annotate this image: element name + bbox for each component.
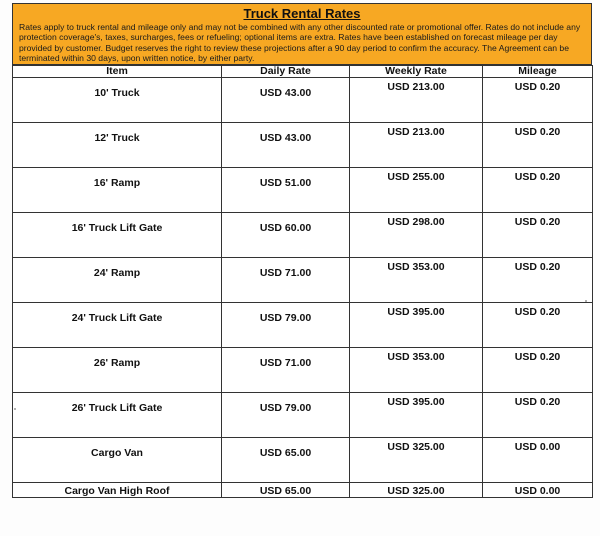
cell-item: 16' Ramp xyxy=(13,168,222,213)
table-row xyxy=(13,123,593,168)
cell-mileage: USD 0.20 xyxy=(483,393,593,438)
cell-daily-rate: USD 79.00 xyxy=(222,303,350,348)
table-row xyxy=(13,78,593,123)
cell-daily-rate: USD 43.00 xyxy=(222,78,350,123)
cell-item: 24' Truck Lift Gate xyxy=(13,303,222,348)
table-row xyxy=(13,213,593,258)
cell-mileage: USD 0.20 xyxy=(483,258,593,303)
cell-weekly-rate: USD 395.00 xyxy=(350,303,483,348)
cell-mileage: USD 0.20 xyxy=(483,213,593,258)
cell-daily-rate: USD 65.00 xyxy=(222,438,350,483)
header-item: Item xyxy=(13,66,222,78)
cell-weekly-rate: USD 353.00 xyxy=(350,348,483,393)
cell-item: 26' Ramp xyxy=(13,348,222,393)
table-row xyxy=(13,393,593,438)
rates-table xyxy=(12,65,593,498)
cell-daily-rate: USD 71.00 xyxy=(222,258,350,303)
cell-daily-rate: USD 60.00 xyxy=(222,213,350,258)
rates-notice-banner xyxy=(12,3,592,65)
cell-weekly-rate: USD 353.00 xyxy=(350,258,483,303)
cell-daily-rate: USD 65.00 xyxy=(222,483,350,498)
cell-mileage: USD 0.20 xyxy=(483,348,593,393)
cell-item: Cargo Van xyxy=(13,438,222,483)
table-row xyxy=(13,168,593,213)
cell-item: 16' Truck Lift Gate xyxy=(13,213,222,258)
cell-daily-rate: USD 71.00 xyxy=(222,348,350,393)
cell-mileage: USD 0.20 xyxy=(483,168,593,213)
cell-weekly-rate: USD 255.00 xyxy=(350,168,483,213)
cell-mileage: USD 0.00 xyxy=(483,438,593,483)
header-weekly-rate: Weekly Rate xyxy=(350,66,483,78)
cell-mileage: USD 0.20 xyxy=(483,78,593,123)
cell-item: 24' Ramp xyxy=(13,258,222,303)
scan-speck xyxy=(14,408,16,410)
cell-weekly-rate: USD 325.00 xyxy=(350,438,483,483)
table-row xyxy=(13,348,593,393)
cell-item: 12' Truck xyxy=(13,123,222,168)
cell-daily-rate: USD 43.00 xyxy=(222,123,350,168)
page-title: Truck Rental Rates xyxy=(243,6,361,21)
cell-daily-rate: USD 51.00 xyxy=(222,168,350,213)
cell-weekly-rate: USD 395.00 xyxy=(350,393,483,438)
cell-item: 10' Truck xyxy=(13,78,222,123)
table-row xyxy=(13,258,593,303)
table-header-row xyxy=(13,66,593,78)
cell-mileage: USD 0.20 xyxy=(483,123,593,168)
cell-weekly-rate: USD 325.00 xyxy=(350,483,483,498)
cell-mileage: USD 0.20 xyxy=(483,303,593,348)
table-row xyxy=(13,303,593,348)
cell-weekly-rate: USD 213.00 xyxy=(350,123,483,168)
table-row xyxy=(13,483,593,498)
cell-item: Cargo Van High Roof xyxy=(13,483,222,498)
header-daily-rate: Daily Rate xyxy=(222,66,350,78)
cell-weekly-rate: USD 213.00 xyxy=(350,78,483,123)
header-mileage: Mileage xyxy=(483,66,593,78)
cell-mileage: USD 0.00 xyxy=(483,483,593,498)
scan-speck xyxy=(585,300,587,302)
cell-item: 26' Truck Lift Gate xyxy=(13,393,222,438)
cell-weekly-rate: USD 298.00 xyxy=(350,213,483,258)
rates-notice-text: Rates apply to truck rental and mileage only and may not be combined with any other discounted rate or promotional offer. Rates do not include any protection coverage's, taxes, surcharges, fees or refueling; optional items are extra. Rates have been established on forecast mileage per day provided by customer. Budget reserves the right to review these projections after a 90 day period to confirm the accuracy. The Agreement can be terminated within 30 days, upon written notice, by either party. xyxy=(19,22,581,64)
table-row xyxy=(13,438,593,483)
cell-daily-rate: USD 79.00 xyxy=(222,393,350,438)
